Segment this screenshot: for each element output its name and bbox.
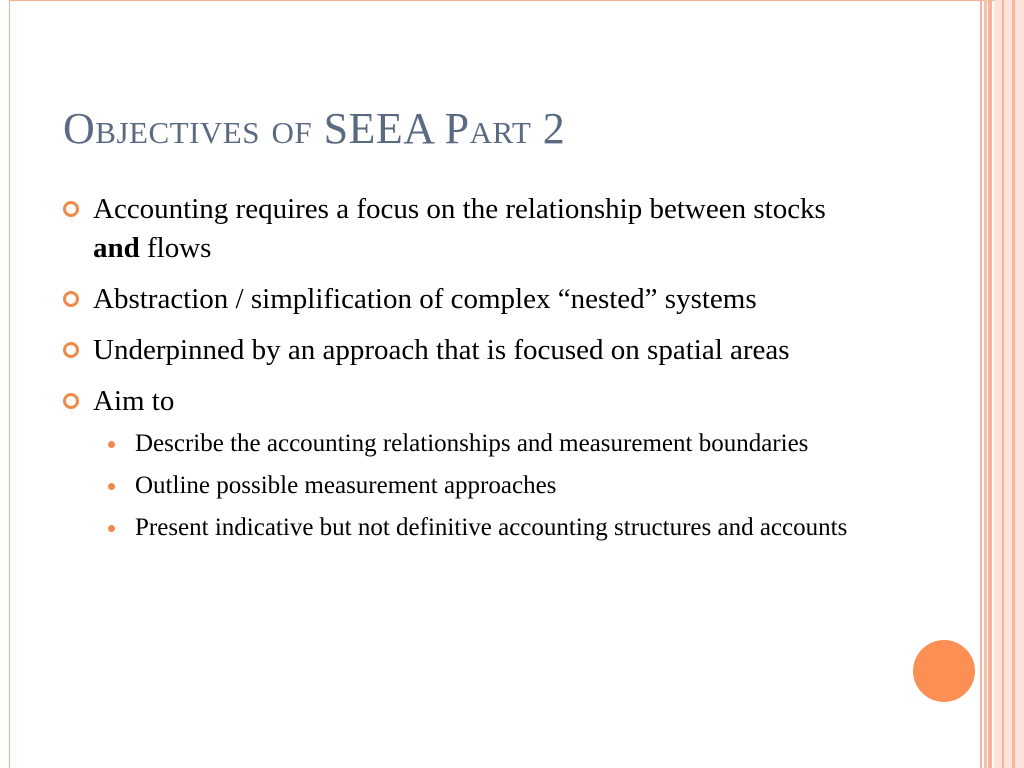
ring-bullet-icon xyxy=(63,291,79,307)
bullet-item-aim xyxy=(63,382,863,545)
slide-title: Objectives of SEEA Part 2 xyxy=(63,104,566,153)
bullet-item-spatial xyxy=(63,331,863,370)
dot-bullet-icon xyxy=(108,441,115,448)
ring-bullet-icon xyxy=(63,201,79,217)
bullet-text-after: flows xyxy=(139,232,212,264)
bullet-list xyxy=(63,190,863,557)
sub-bullet-item xyxy=(93,469,863,503)
sub-bullet-item xyxy=(93,427,863,461)
sub-bullet-text: Describe the accounting relationships and measurement boundaries xyxy=(135,430,809,457)
bullet-text: Underpinned by an approach that is focused on spatial areas xyxy=(93,334,790,366)
right-stripe-3 xyxy=(988,0,992,768)
sub-bullet-text: Outline possible measurement approaches xyxy=(135,472,557,499)
decorative-circle xyxy=(913,640,975,702)
ring-bullet-icon xyxy=(63,393,79,409)
sub-bullet-list xyxy=(93,427,863,545)
right-stripe-band xyxy=(994,0,1024,768)
bullet-text: Aim to xyxy=(93,385,175,417)
right-stripe-5 xyxy=(1012,0,1015,768)
dot-bullet-icon xyxy=(108,525,115,532)
right-stripe-2 xyxy=(984,0,987,768)
top-frame-line xyxy=(9,0,1015,1)
bullet-item-abstraction xyxy=(63,280,863,319)
dot-bullet-icon xyxy=(108,483,115,490)
bullet-item-stocks-flows xyxy=(63,190,863,268)
right-stripe-1 xyxy=(980,0,982,768)
bullet-text-bold: and xyxy=(93,232,140,264)
ring-bullet-icon xyxy=(63,342,79,358)
sub-bullet-item xyxy=(93,511,863,545)
bullet-text-before: Accounting requires a focus on the relationship between stocks xyxy=(93,193,826,225)
bullet-text: Abstraction / simplification of complex “nested” systems xyxy=(93,283,757,315)
left-frame-line xyxy=(9,0,10,768)
sub-bullet-text: Present indicative but not definitive accounting structures and accounts xyxy=(135,514,848,541)
right-stripe-4 xyxy=(1002,0,1004,768)
